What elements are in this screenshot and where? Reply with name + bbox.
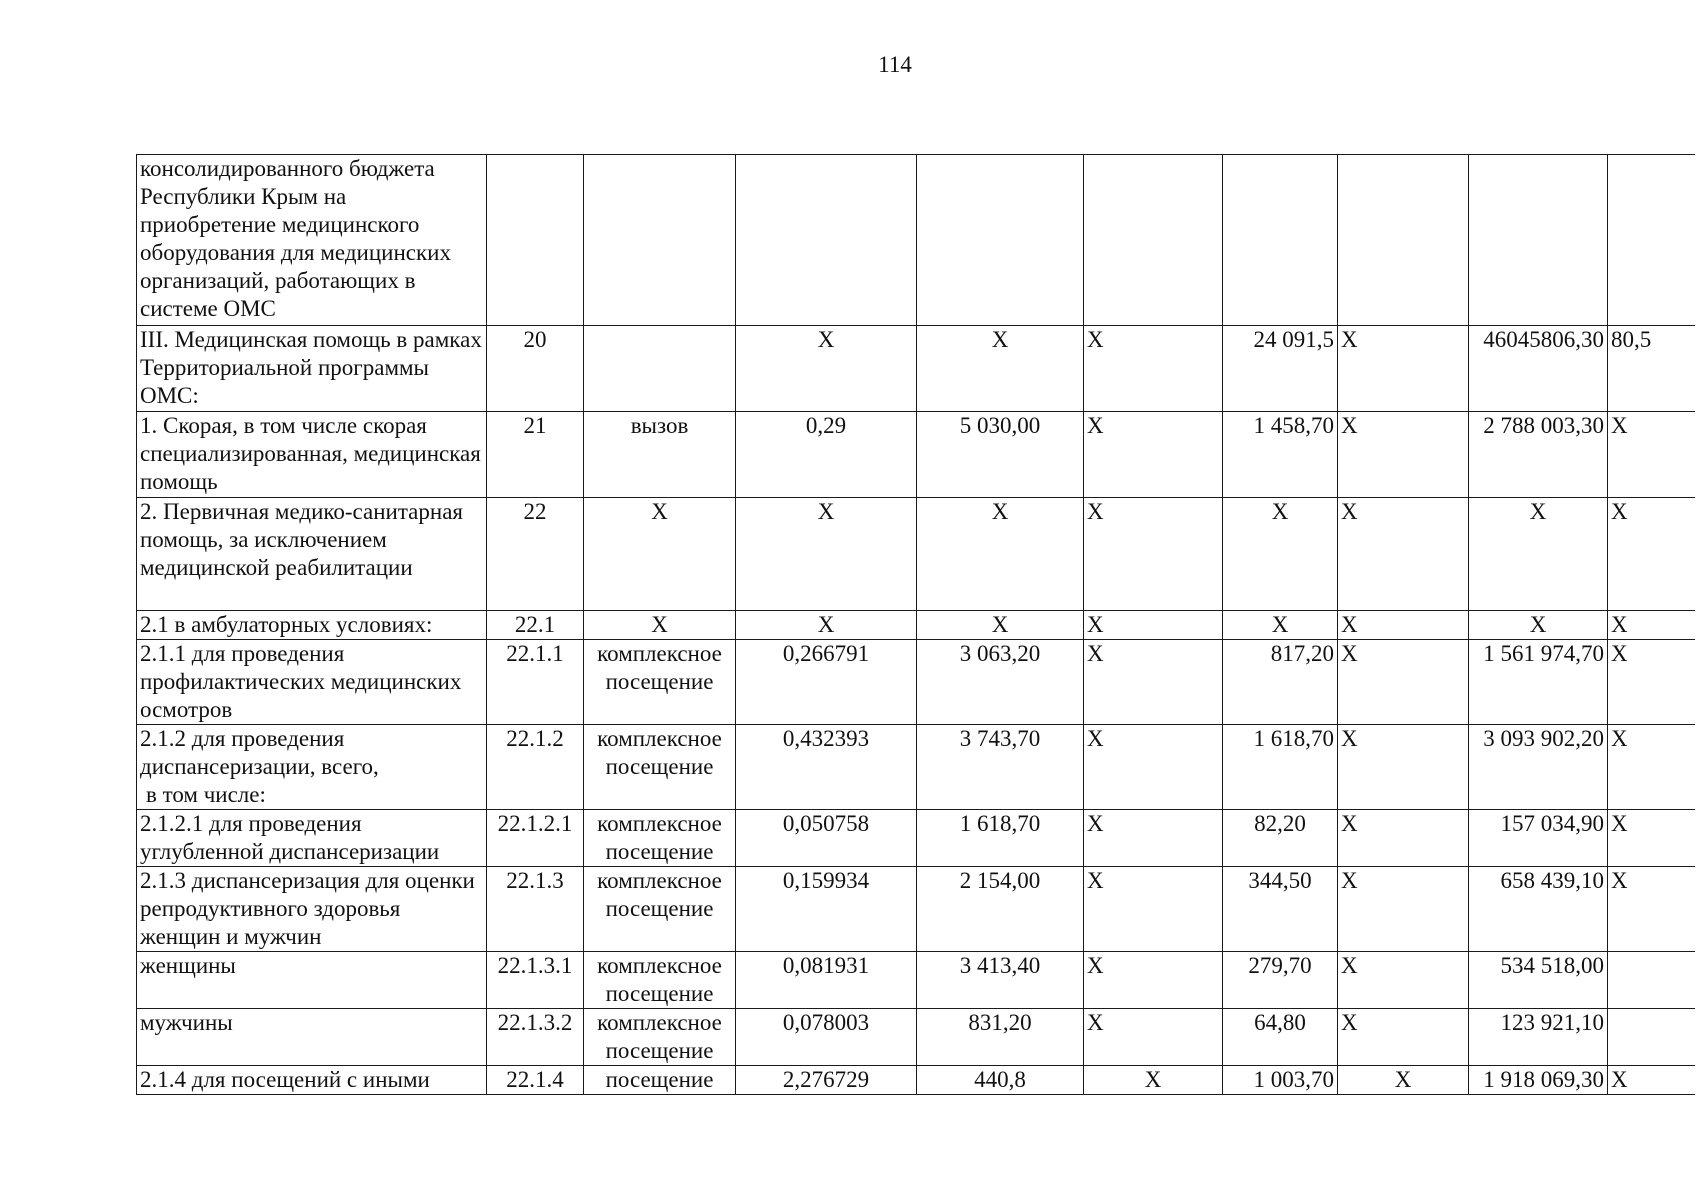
row-label: 2.1.4 для посещений с иными xyxy=(137,1066,487,1095)
percent-cell: Х xyxy=(1608,611,1695,640)
norm-cell xyxy=(736,155,917,326)
row-code: 22.1.3.2 xyxy=(487,1009,584,1066)
total-cell: 2 788 003,30 xyxy=(1469,412,1608,498)
cost-cell: 3 743,70 xyxy=(917,725,1084,810)
total-cell: 534 518,00 xyxy=(1469,952,1608,1009)
row-code: 22.1.2 xyxy=(487,725,584,810)
norm-cell: 0,266791 xyxy=(736,640,917,725)
row-code xyxy=(487,155,584,326)
row-code: 22.1.3 xyxy=(487,867,584,952)
value-cell: Х xyxy=(1084,412,1223,498)
value-cell: Х xyxy=(1084,611,1223,640)
unit-cell: комплексное посещение xyxy=(584,810,736,867)
unit-cell: комплексное посещение xyxy=(584,725,736,810)
row-label: 1. Скорая, в том числе скорая специализированная, медицинская помощь xyxy=(137,412,487,498)
value-cell: Х xyxy=(1084,498,1223,611)
row-code: 22.1.4 xyxy=(487,1066,584,1095)
norm-cell: Х xyxy=(736,326,917,412)
value-cell: 24 091,5 xyxy=(1223,326,1338,412)
value-cell: Х xyxy=(1084,1009,1223,1066)
row-label: 2.1 в амбулаторных условиях: xyxy=(137,611,487,640)
percent-cell: Х xyxy=(1608,867,1695,952)
table-row xyxy=(137,867,1695,952)
total-cell: Х xyxy=(1469,611,1608,640)
cost-cell: 440,8 xyxy=(917,1066,1084,1095)
value-cell: 1 618,70 xyxy=(1223,725,1338,810)
percent-cell: Х xyxy=(1608,810,1695,867)
value-cell: Х xyxy=(1084,952,1223,1009)
row-label: 2.1.1 для проведения профилактических медицинских осмотров xyxy=(137,640,487,725)
norm-cell: 0,432393 xyxy=(736,725,917,810)
value-cell: Х xyxy=(1338,640,1469,725)
percent-cell: 80,5 xyxy=(1608,326,1695,412)
unit-cell: Х xyxy=(584,611,736,640)
unit-cell xyxy=(584,326,736,412)
unit-cell: комплексное посещение xyxy=(584,867,736,952)
norm-cell: 0,159934 xyxy=(736,867,917,952)
value-cell: Х xyxy=(1338,952,1469,1009)
percent-cell: Х xyxy=(1608,725,1695,810)
norm-cell: 0,050758 xyxy=(736,810,917,867)
value-cell: Х xyxy=(1338,412,1469,498)
norm-cell: Х xyxy=(736,498,917,611)
value-cell: 344,50 xyxy=(1223,867,1338,952)
table-row xyxy=(137,1009,1695,1066)
value-cell: 82,20 xyxy=(1223,810,1338,867)
value-cell: 1 003,70 xyxy=(1223,1066,1338,1095)
norm-cell: Х xyxy=(736,611,917,640)
cost-cell: Х xyxy=(917,326,1084,412)
cost-cell: Х xyxy=(917,611,1084,640)
row-label: мужчины xyxy=(137,1009,487,1066)
row-code: 20 xyxy=(487,326,584,412)
total-cell: 1 918 069,30 xyxy=(1469,1066,1608,1095)
value-cell: Х xyxy=(1338,611,1469,640)
norm-cell: 0,081931 xyxy=(736,952,917,1009)
table-row xyxy=(137,611,1695,640)
value-cell: Х xyxy=(1084,1066,1223,1095)
cost-cell: 3 063,20 xyxy=(917,640,1084,725)
row-code: 22.1.1 xyxy=(487,640,584,725)
value-cell: Х xyxy=(1084,725,1223,810)
table-row xyxy=(137,1066,1695,1095)
unit-cell xyxy=(584,155,736,326)
value-cell: Х xyxy=(1338,1009,1469,1066)
value-cell xyxy=(1338,155,1469,326)
row-label: 2.1.3 диспансеризация для оценки репродуктивного здоровья женщин и мужчин xyxy=(137,867,487,952)
table-row xyxy=(137,155,1695,326)
table-row xyxy=(137,640,1695,725)
total-cell: 3 093 902,20 xyxy=(1469,725,1608,810)
total-cell: 658 439,10 xyxy=(1469,867,1608,952)
total-cell: Х xyxy=(1469,498,1608,611)
cost-cell xyxy=(917,155,1084,326)
total-cell: 1 561 974,70 xyxy=(1469,640,1608,725)
value-cell xyxy=(1223,155,1338,326)
row-label: 2.1.2.1 для проведения углубленной диспансеризации xyxy=(137,810,487,867)
value-cell: 64,80 xyxy=(1223,1009,1338,1066)
value-cell: Х xyxy=(1223,611,1338,640)
row-code: 22.1.2.1 xyxy=(487,810,584,867)
row-code: 21 xyxy=(487,412,584,498)
row-label xyxy=(137,725,487,810)
value-cell: Х xyxy=(1084,326,1223,412)
row-code: 22.1.3.1 xyxy=(487,952,584,1009)
row-label-extra: в том числе: xyxy=(146,782,266,807)
norm-cell: 0,29 xyxy=(736,412,917,498)
row-code: 22 xyxy=(487,498,584,611)
norm-cell: 0,078003 xyxy=(736,1009,917,1066)
row-label: III. Медицинская помощь в рамках Территориальной программы ОМС: xyxy=(137,326,487,412)
total-cell: 46045806,30 xyxy=(1469,326,1608,412)
row-label-main: 2.1.2 для проведения диспансеризации, всего, xyxy=(140,726,379,779)
unit-cell: комплексное посещение xyxy=(584,640,736,725)
value-cell: Х xyxy=(1338,810,1469,867)
row-code: 22.1 xyxy=(487,611,584,640)
table-row xyxy=(137,952,1695,1009)
table-row xyxy=(137,412,1695,498)
value-cell: Х xyxy=(1223,498,1338,611)
value-cell: Х xyxy=(1338,498,1469,611)
total-cell xyxy=(1469,155,1608,326)
percent-cell xyxy=(1608,1009,1695,1066)
table-row xyxy=(137,725,1695,810)
value-cell: Х xyxy=(1084,810,1223,867)
total-cell: 123 921,10 xyxy=(1469,1009,1608,1066)
value-cell: Х xyxy=(1338,725,1469,810)
percent-cell: Х xyxy=(1608,498,1695,611)
unit-cell: комплексное посещение xyxy=(584,1009,736,1066)
table-row xyxy=(137,498,1695,611)
unit-cell: вызов xyxy=(584,412,736,498)
table-row xyxy=(137,326,1695,412)
value-cell: 279,70 xyxy=(1223,952,1338,1009)
percent-cell: Х xyxy=(1608,640,1695,725)
budget-table xyxy=(136,154,1695,1095)
norm-cell: 2,276729 xyxy=(736,1066,917,1095)
percent-cell: Х xyxy=(1608,1066,1695,1095)
unit-cell: Х xyxy=(584,498,736,611)
value-cell: Х xyxy=(1338,1066,1469,1095)
cost-cell: Х xyxy=(917,498,1084,611)
row-label: женщины xyxy=(137,952,487,1009)
cost-cell: 831,20 xyxy=(917,1009,1084,1066)
value-cell: Х xyxy=(1338,326,1469,412)
row-label: 2. Первичная медико-санитарная помощь, за исключением медицинской реабилитации xyxy=(137,498,487,611)
value-cell: Х xyxy=(1084,640,1223,725)
value-cell: Х xyxy=(1084,867,1223,952)
cost-cell: 5 030,00 xyxy=(917,412,1084,498)
cost-cell: 2 154,00 xyxy=(917,867,1084,952)
total-cell: 157 034,90 xyxy=(1469,810,1608,867)
cost-cell: 1 618,70 xyxy=(917,810,1084,867)
percent-cell xyxy=(1608,155,1695,326)
percent-cell: Х xyxy=(1608,412,1695,498)
page-number: 114 xyxy=(878,52,912,77)
unit-cell: посещение xyxy=(584,1066,736,1095)
cost-cell: 3 413,40 xyxy=(917,952,1084,1009)
value-cell xyxy=(1084,155,1223,326)
value-cell: 817,20 xyxy=(1223,640,1338,725)
value-cell: 1 458,70 xyxy=(1223,412,1338,498)
table-row xyxy=(137,810,1695,867)
value-cell: Х xyxy=(1338,867,1469,952)
row-label: консолидированного бюджета Республики Крым на приобретение медицинского оборудования для медицинских организаций, работающих в системе ОМС xyxy=(137,155,487,326)
percent-cell xyxy=(1608,952,1695,1009)
unit-cell: комплексное посещение xyxy=(584,952,736,1009)
